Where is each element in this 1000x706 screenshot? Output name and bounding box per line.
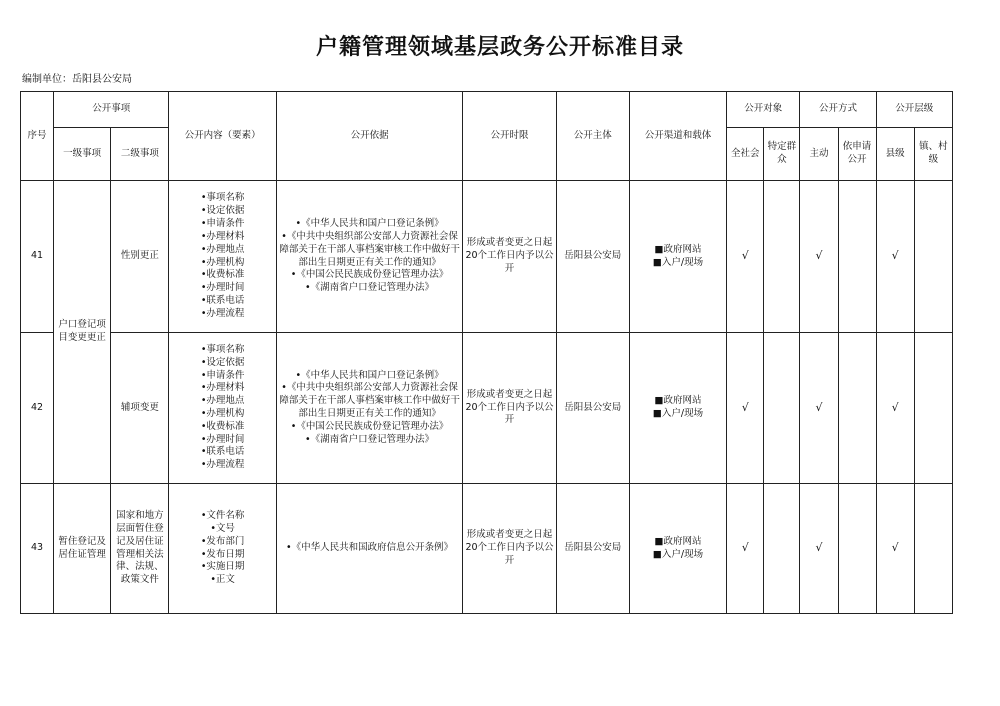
list-item: •《中共中央组织部公安部人力资源社会保障部关于在干部人事档案审核工作中做好干部出生日期更正有关工作的通知》 bbox=[279, 382, 460, 419]
list-item: ■入户/现场 bbox=[652, 408, 704, 419]
row-target-all: √ bbox=[727, 181, 764, 333]
row-basis bbox=[276, 484, 463, 614]
header-mode-request: 依申请公开 bbox=[838, 128, 876, 181]
list-item: •《湖南省户口登记管理办法》 bbox=[305, 433, 435, 445]
row-mode-request bbox=[838, 181, 876, 333]
header-time-limit: 公开时限 bbox=[463, 92, 556, 181]
header-level-county: 县级 bbox=[876, 128, 914, 181]
list-item: •《湖南省户口登记管理办法》 bbox=[305, 282, 435, 294]
header-subject: 公开主体 bbox=[556, 92, 629, 181]
list-item: •《中华人民共和国政府信息公开条例》 bbox=[286, 542, 454, 554]
list-item: •《中国公民民族成份登记管理办法》 bbox=[290, 420, 449, 432]
header-basis: 公开依据 bbox=[276, 92, 463, 181]
header-level2: 二级事项 bbox=[111, 128, 169, 181]
header-target-all: 全社会 bbox=[727, 128, 764, 181]
row-target-specific bbox=[764, 484, 800, 614]
catalog-table bbox=[20, 91, 953, 614]
row-level-town bbox=[914, 333, 952, 484]
row-target-all: √ bbox=[727, 484, 764, 614]
row-level2: 国家和地方层面暂住登记及居住证管理相关法律、法规、政策文件 bbox=[111, 484, 169, 614]
header-channel: 公开渠道和载体 bbox=[629, 92, 726, 181]
list-item: ■入户/现场 bbox=[652, 256, 704, 268]
list-item: •办理时间 bbox=[200, 433, 245, 445]
row-seq: 41 bbox=[21, 181, 54, 333]
row-channels bbox=[629, 181, 726, 333]
list-item: •办理地点 bbox=[200, 243, 245, 255]
table-row bbox=[21, 181, 953, 333]
row-elements bbox=[169, 484, 276, 614]
list-item: •发布部门 bbox=[200, 535, 245, 547]
row-level-county: √ bbox=[876, 181, 914, 333]
list-item: •文件名称 bbox=[200, 510, 245, 522]
row-subject: 岳阳县公安局 bbox=[556, 181, 629, 333]
row-mode-active: √ bbox=[800, 484, 838, 614]
list-item: •文号 bbox=[210, 522, 235, 534]
row-seq: 43 bbox=[21, 484, 54, 614]
list-item: ■入户/现场 bbox=[652, 548, 704, 560]
list-item: ■政府网站 bbox=[654, 243, 702, 255]
list-item: ■政府网站 bbox=[654, 395, 702, 407]
table-row bbox=[21, 333, 953, 484]
list-item: •《中华人民共和国户口登记条例》 bbox=[295, 369, 444, 381]
row-time-limit: 形成或者变更之日起20个工作日内予以公开 bbox=[463, 181, 556, 333]
list-item: •设定依据 bbox=[200, 205, 245, 217]
list-item: •联系电话 bbox=[200, 294, 245, 306]
header-row-1 bbox=[21, 92, 953, 128]
list-item: •联系电话 bbox=[200, 446, 245, 458]
row-time-limit: 形成或者变更之日起20个工作日内予以公开 bbox=[463, 333, 556, 484]
header-mode: 公开方式 bbox=[800, 92, 876, 128]
row-mode-request bbox=[838, 484, 876, 614]
row-target-all: √ bbox=[727, 333, 764, 484]
list-item: •办理机构 bbox=[200, 408, 245, 419]
row-level-county: √ bbox=[876, 484, 914, 614]
list-item: •申请条件 bbox=[200, 369, 245, 381]
row-subject: 岳阳县公安局 bbox=[556, 484, 629, 614]
table-row bbox=[21, 484, 953, 614]
header-level1: 一级事项 bbox=[54, 128, 111, 181]
page-title: 户籍管理领域基层政务公开标准目录 bbox=[315, 34, 684, 60]
row-basis bbox=[276, 333, 463, 484]
row-mode-request bbox=[838, 333, 876, 484]
list-item: •正文 bbox=[210, 574, 235, 586]
list-item: •收费标准 bbox=[200, 420, 245, 432]
row-target-specific bbox=[764, 181, 800, 333]
header-seq: 序号 bbox=[21, 92, 54, 181]
list-item: •办理机构 bbox=[200, 256, 245, 268]
row-elements bbox=[169, 181, 276, 333]
compiling-unit: 编制单位：岳阳县公安局 bbox=[22, 74, 132, 85]
row-level-county: √ bbox=[876, 333, 914, 484]
row-level-town bbox=[914, 484, 952, 614]
row-time-limit: 形成或者变更之日起20个工作日内予以公开 bbox=[463, 484, 556, 614]
list-item: •《中共中央组织部公安部人力资源社会保障部关于在干部人事档案审核工作中做好干部出生日期更正有关工作的通知》 bbox=[279, 230, 460, 268]
row-level1: 暂住登记及居住证管理 bbox=[54, 484, 111, 614]
row-basis bbox=[276, 181, 463, 333]
list-item: •事项名称 bbox=[200, 192, 245, 204]
list-item: •办理流程 bbox=[200, 459, 245, 471]
list-item: •实施日期 bbox=[200, 561, 245, 573]
row-elements bbox=[169, 333, 276, 484]
header-target: 公开对象 bbox=[727, 92, 800, 128]
row-channels bbox=[629, 484, 726, 614]
row-target-specific bbox=[764, 333, 800, 484]
list-item: •发布日期 bbox=[200, 548, 245, 560]
row-level2: 性别更正 bbox=[111, 181, 169, 333]
header-content: 公开内容（要素） bbox=[169, 92, 276, 181]
row-seq: 42 bbox=[21, 333, 54, 484]
row-level1: 户口登记项目变更更正 bbox=[54, 181, 111, 484]
list-item: •《中国公民民族成份登记管理办法》 bbox=[290, 269, 449, 281]
list-item: •办理流程 bbox=[200, 307, 245, 319]
list-item: •《中华人民共和国户口登记条例》 bbox=[295, 218, 444, 230]
list-item: •办理材料 bbox=[200, 230, 245, 242]
row-channels bbox=[629, 333, 726, 484]
list-item: •办理材料 bbox=[200, 382, 245, 394]
list-item: •事项名称 bbox=[200, 343, 245, 355]
row-mode-active: √ bbox=[800, 333, 838, 484]
row-mode-active: √ bbox=[800, 181, 838, 333]
list-item: •办理地点 bbox=[200, 395, 245, 407]
row-subject: 岳阳县公安局 bbox=[556, 333, 629, 484]
header-level: 公开层级 bbox=[876, 92, 952, 128]
list-item: •设定依据 bbox=[200, 356, 245, 368]
header-mode-active: 主动 bbox=[800, 128, 838, 181]
row-level-town bbox=[914, 181, 952, 333]
header-target-specific: 特定群众 bbox=[764, 128, 800, 181]
list-item: •收费标准 bbox=[200, 269, 245, 281]
list-item: •办理时间 bbox=[200, 282, 245, 294]
row-level2: 辅项变更 bbox=[111, 333, 169, 484]
list-item: ■政府网站 bbox=[654, 535, 702, 547]
list-item: •申请条件 bbox=[200, 218, 245, 230]
header-matter: 公开事项 bbox=[54, 92, 169, 128]
header-level-town: 镇、村级 bbox=[914, 128, 952, 181]
